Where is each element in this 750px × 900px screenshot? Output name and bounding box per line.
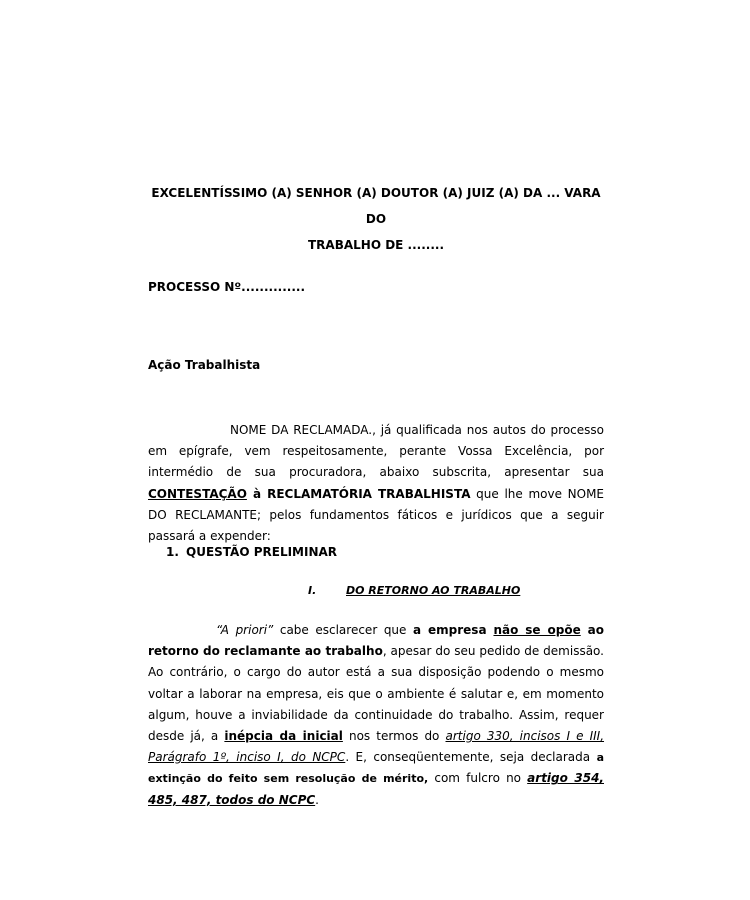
subsection-number: I.: [308, 584, 317, 597]
para2-text-5: com fulcro no: [428, 771, 528, 786]
intro-paragraph: [148, 420, 604, 547]
nao-se-opoe-term: não se opõe: [493, 623, 581, 637]
heading-line-1: EXCELENTÍSSIMO (A) SENHOR (A) DOUTOR (A) JUIZ (A) DA ... VARA DO: [151, 186, 601, 226]
action-type: Ação Trabalhista: [148, 358, 261, 372]
para2-text-2: , apesar do seu pedido de demissão. Ao contrário, o cargo do autor está a sua disposição podendo o mesmo voltar a laborar na empresa, eis que o ambiente é salutar e, em momento algum, houve a inviabilidade da continuidade do trabalho. Assim, requer desde já, a: [148, 644, 604, 744]
section-title: QUESTÃO PRELIMINAR: [186, 545, 338, 559]
intro-text-1: , já qualificada nos autos do processo em epígrafe, vem respeitosamente, perante Vossa Excelência, por intermédio de sua procuradora, abaixo subscrita, apresentar sua: [148, 423, 604, 480]
contestacao-term: CONTESTAÇÃO: [148, 486, 247, 501]
section-number: 1.: [166, 545, 179, 559]
subsection-title: DO RETORNO AO TRABALHO: [346, 584, 521, 597]
document-heading: [148, 180, 604, 258]
section-heading: [166, 545, 337, 559]
article-354-reference: artigo 354, 485, 487, todos do NCPC: [148, 771, 604, 807]
article-330-reference: artigo 330, incisos I e III, Parágrafo 1º, inciso I, do NCPC: [148, 729, 605, 765]
intro-text-2: que lhe move NOME DO RECLAMANTE; pelos fundamentos fáticos e jurídicos que a seguir passará a expender:: [148, 486, 604, 544]
para2-text-3: nos termos do: [342, 729, 446, 744]
para2-bold-1: a empresa: [412, 623, 494, 637]
para2-text-6: .: [315, 792, 319, 807]
defendant-name: NOME DA RECLAMADA.: [230, 423, 373, 437]
para2-text-1: cabe esclarecer que: [273, 623, 413, 637]
para2-bold-2: ao retorno do reclamante ao trabalho: [148, 623, 604, 659]
heading-line-2: TRABALHO DE ........: [307, 238, 445, 252]
para2-text-4: . E, conseqüentemente, seja declarada: [345, 750, 597, 765]
return-to-work-paragraph: [148, 620, 604, 811]
extincao-term: a extinção do feito sem resolução de mérito,: [148, 751, 604, 786]
reclamatoria-term: à RECLAMATÓRIA TRABALHISTA: [246, 486, 471, 501]
process-number: PROCESSO Nº..............: [148, 280, 305, 294]
inepcia-term: inépcia da inicial: [224, 729, 343, 744]
a-priori-term: “A priori”: [216, 623, 274, 637]
